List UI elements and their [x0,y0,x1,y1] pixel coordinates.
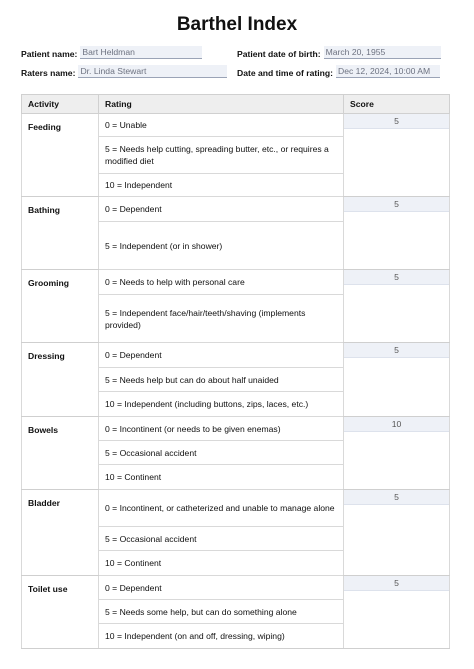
score-cell-bathing [344,197,450,270]
score-input-dressing[interactable]: 5 [344,343,449,358]
activity-bathing: Bathing [22,197,99,270]
rating-option: 0 = Incontinent (or needs to be given enemas) [99,417,344,441]
activity-bowels: Bowels [22,417,99,490]
score-cell-dressing [344,343,450,417]
rating-option: 5 = Independent (or in shower) [99,222,344,270]
score-cell-bowels [344,417,450,490]
table-row [22,270,450,295]
rating-option: 10 = Independent (including buttons, zips, laces, etc.) [99,392,344,417]
patient-dob-label: Patient date of birth: [237,49,321,59]
table-row [22,114,450,137]
activity-grooming: Grooming [22,270,99,343]
rating-option: 10 = Continent [99,551,344,576]
barthel-table [21,94,450,649]
header-rating: Rating [99,95,344,114]
table-row [22,417,450,441]
activity-feeding: Feeding [22,114,99,197]
score-cell-toilet-use [344,576,450,649]
patient-name-field [21,46,202,59]
table-header-row [22,95,450,114]
header-score: Score [344,95,450,114]
rating-option: 0 = Dependent [99,576,344,600]
patient-dob-input[interactable]: March 20, 1955 [324,46,441,59]
rating-option: 5 = Needs some help, but can do something alone [99,600,344,624]
rater-name-input[interactable]: Dr. Linda Stewart [78,65,227,78]
activity-bladder: Bladder [22,490,99,576]
activity-dressing: Dressing [22,343,99,417]
table-row [22,576,450,600]
score-input-bladder[interactable]: 5 [344,490,449,505]
rating-date-input[interactable]: Dec 12, 2024, 10:00 AM [336,65,440,78]
rating-date-field [237,65,440,78]
header-activity: Activity [22,95,99,114]
table-row [22,197,450,222]
score-input-grooming[interactable]: 5 [344,270,449,285]
rating-option: 5 = Occasional accident [99,441,344,465]
table-row [22,343,450,368]
score-input-bowels[interactable]: 10 [344,417,449,432]
score-input-toilet-use[interactable]: 5 [344,576,449,591]
rater-name-label: Raters name: [21,68,76,78]
rating-option: 10 = Independent [99,174,344,197]
rating-option: 10 = Continent [99,465,344,490]
rating-option: 5 = Needs help cutting, spreading butter, etc., or requires a modified diet [99,137,344,174]
score-input-feeding[interactable]: 5 [344,114,449,129]
activity-toilet-use: Toilet use [22,576,99,649]
rating-option: 0 = Dependent [99,197,344,222]
score-cell-grooming [344,270,450,343]
rating-option: 5 = Needs help but can do about half unaided [99,368,344,392]
rating-option: 0 = Incontinent, or catheterized and unable to manage alone [99,490,344,527]
patient-dob-field [237,46,441,59]
page-title: Barthel Index [176,14,298,35]
rating-option: 10 = Independent (on and off, dressing, wiping) [99,624,344,649]
score-cell-feeding [344,114,450,197]
rater-name-field [21,65,227,78]
table-row [22,490,450,527]
score-input-bathing[interactable]: 5 [344,197,449,212]
rating-option: 0 = Dependent [99,343,344,368]
rating-option: 0 = Unable [99,114,344,137]
rating-option: 5 = Independent face/hair/teeth/shaving (implements provided) [99,295,344,343]
rating-date-label: Date and time of rating: [237,68,333,78]
score-cell-bladder [344,490,450,576]
rating-option: 5 = Occasional accident [99,527,344,551]
patient-name-input[interactable]: Bart Heldman [80,46,202,59]
patient-name-label: Patient name: [21,49,78,59]
rating-option: 0 = Needs to help with personal care [99,270,344,295]
